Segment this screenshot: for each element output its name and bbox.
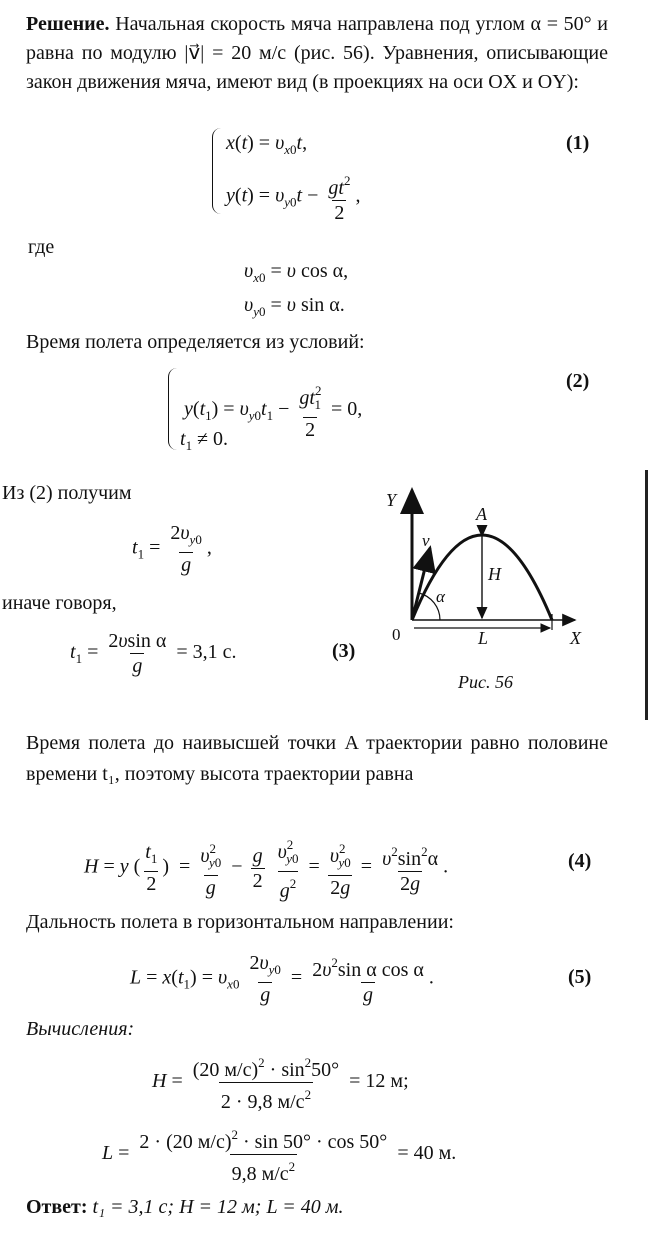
range-label: L	[478, 628, 489, 648]
equation-x-of-t: $x(t) = \upsilon_{x0}t$,	[226, 132, 308, 157]
apex-text: Время полета до наивысшей точки A траектории равно половине времени t₁, поэтому высота траектории равна	[26, 732, 608, 785]
eq-number-5: (5)	[568, 966, 592, 988]
equation-y-t1: $y(t_1) = \upsilon_{y0}t_1$ − $\frac{gt^2_1}{2}$ = 0,	[184, 383, 363, 441]
answer-label: Ответ:	[26, 1196, 88, 1218]
otherwise-text: иначе говоря,	[2, 592, 117, 614]
equation-vx0: $\upsilon_{x0} = \upsilon$ cos α,	[244, 260, 349, 285]
figure-caption: Рис. 56	[458, 672, 513, 692]
L-result: = 40 м.	[397, 1142, 457, 1165]
calc-H: H = $\frac{(20 м/с)^2 \cdot \sin^250^\circ}{2 \cdot 9,8 м/с^2}$ = 12 м;	[152, 1055, 409, 1113]
eq-number-1: (1)	[566, 132, 590, 154]
range-text: Дальность полета в горизонтальном направлении:	[26, 911, 454, 933]
equation-t1-nonzero: $t_1 \ne 0$.	[180, 428, 229, 453]
answer	[26, 1196, 343, 1219]
equation-t1-vy0: $t_1$ = $\frac{2\upsilon_{y0}}{g}$ ,	[132, 522, 212, 576]
apex-label: A	[476, 504, 487, 524]
eq-number-3: (3)	[332, 640, 356, 662]
t1-result: = 3,1 с.	[176, 641, 237, 664]
origin-label: 0	[392, 625, 401, 644]
solution-label: Решение.	[26, 13, 110, 35]
time-condition-text: Время полета определяется из условий:	[26, 331, 365, 353]
y-axis-label: Y	[386, 490, 397, 510]
answer-text: t₁ = 3,1 с; H = 12 м; L = 40 м.	[92, 1196, 344, 1218]
equation-t1-value: $t_1$ = $\frac{\text{2υsin α}}{g}$ = 3,1 с.	[70, 630, 237, 677]
equation-vy0: $\upsilon_{y0} = \upsilon$ sin α.	[244, 294, 345, 319]
height-label: H	[488, 564, 501, 584]
calc-label: Вычисления:	[26, 1018, 135, 1040]
intro-text: Начальная скорость мяча направлена под углом α = 50° и равна по модулю |v⃗| = 20 м/с (рис. 56). Уравнения, описывающие закон движения мяча, имеют вид (в проекциях на оси OX и OY):	[26, 13, 608, 93]
system-brace-1	[212, 128, 221, 214]
H-result: = 12 м;	[349, 1070, 409, 1093]
scan-border-right	[645, 470, 648, 720]
eq-number-2: (2)	[566, 370, 590, 392]
system-brace-2	[168, 368, 177, 450]
solution-intro	[26, 10, 608, 97]
equation-y-of-t: $y(t) = \upsilon_{y0}t$ − $\frac{gt^2}{2}$ ,	[226, 173, 361, 224]
x-axis-label: X	[570, 628, 581, 648]
equation-L: $L = x(t_1) = \upsilon_{x0}$ $\frac{2\upsilon_{y0}}{g}$ = $\frac{2\upsilon^2\sin \alpha \cos \alpha}{g}$ .	[130, 952, 434, 1006]
trajectory-figure	[380, 480, 610, 700]
eq-number-4: (4)	[568, 850, 592, 872]
from-2-text: Из (2) получим	[2, 482, 132, 504]
calc-L: L = $\frac{2 \cdot (20 м/с)^2 \cdot \sin 50^\circ \cdot \cos 50^\circ}{9,8 м/с^2}$ = 40 м.	[102, 1127, 457, 1185]
equation-H: H = y ( $\frac{t_1}{2}$ ) = $\frac{\upsilon^2_{y0}}{g}$ − $\frac{g}{2}$ $\frac{\upsilon^2_{y0}}{g^2}$ = $\frac{\upsilon^2_{y0}}{2g}$ = $\frac{\upsilon^2\sin^2\alpha}{2g}$ .	[84, 837, 449, 902]
where-label: где	[28, 236, 55, 258]
velocity-label: v⃗	[422, 531, 443, 550]
angle-label: α	[436, 587, 445, 606]
